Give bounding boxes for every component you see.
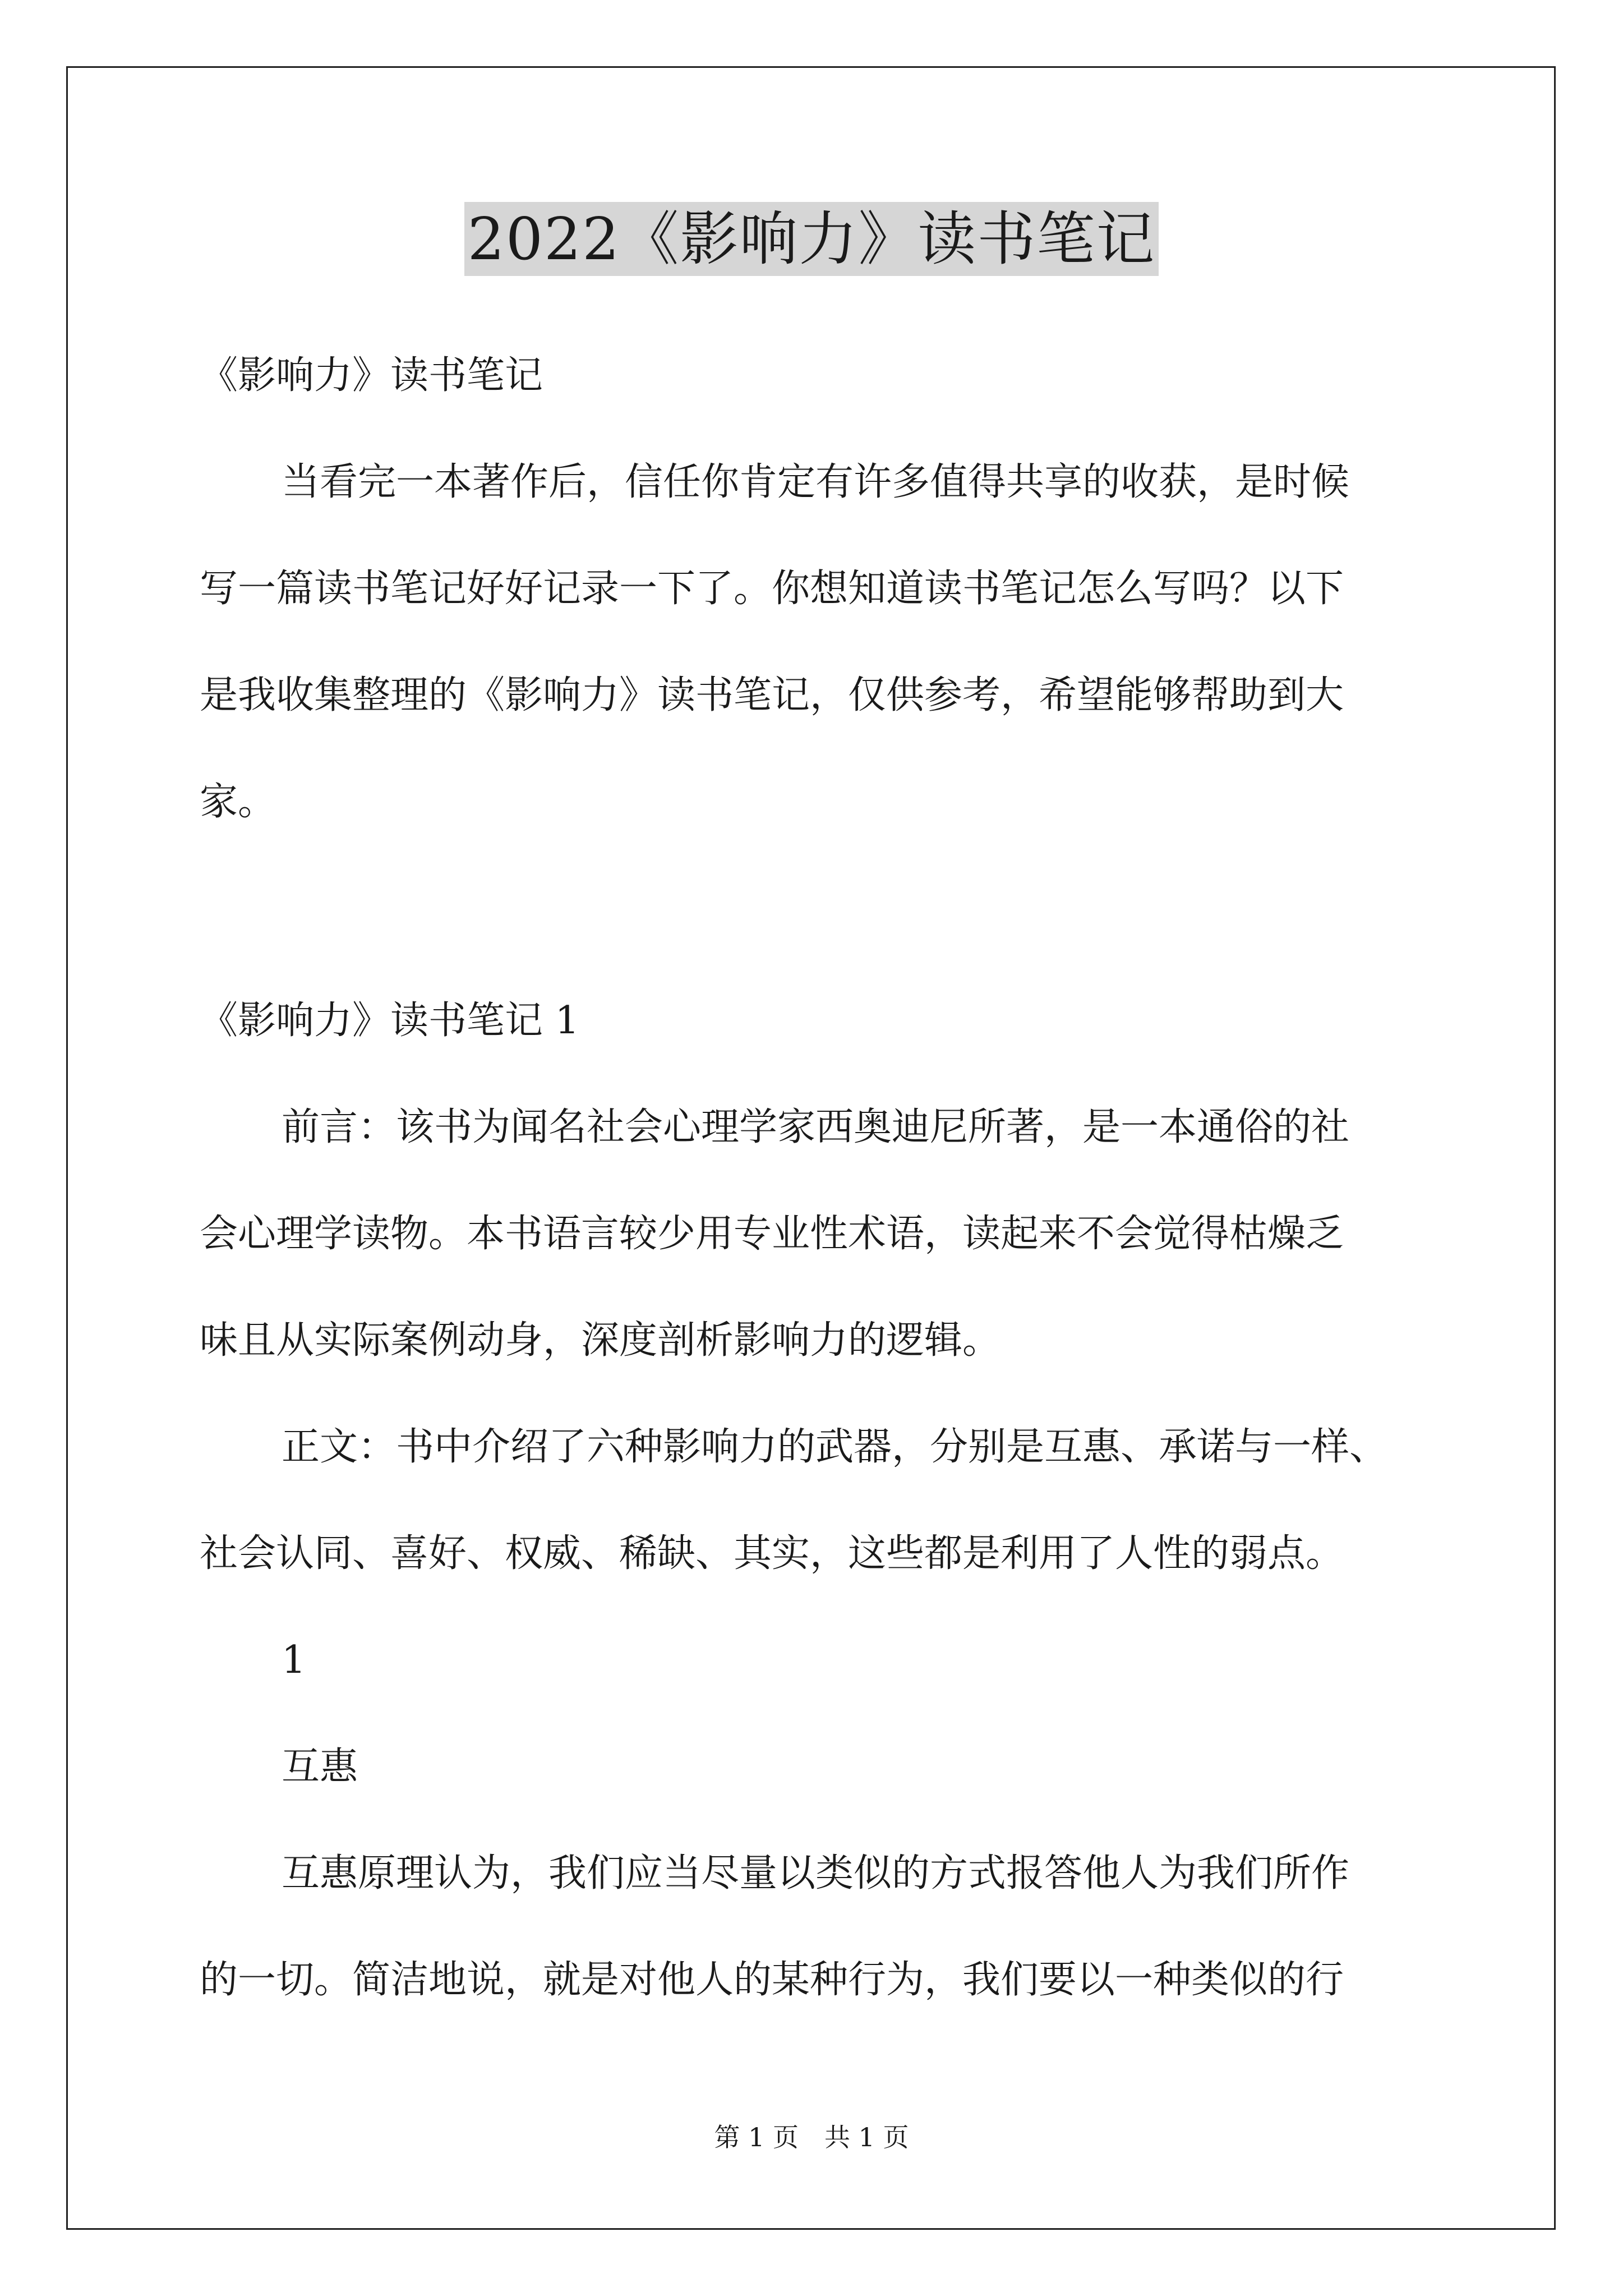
section-spacer bbox=[200, 875, 1456, 987]
subtitle: 《影响力》读书笔记 bbox=[200, 353, 543, 398]
section-heading: 《影响力》读书笔记 1 bbox=[200, 999, 579, 1043]
body-line: 社会认同、喜好、权威、稀缺、其实，这些都是利用了人性的弱点。 bbox=[200, 1531, 1344, 1576]
document-title: 2022《影响力》读书笔记 bbox=[464, 202, 1159, 276]
item-number: 1 bbox=[282, 1638, 306, 1682]
intro-line: 当看完一本著作后，信任你肯定有许多值得共享的收获，是时候 bbox=[282, 460, 1350, 504]
page-footer: 第 1 页 共 1 页 bbox=[714, 2122, 909, 2152]
intro-line: 家。 bbox=[200, 780, 276, 824]
intro-line: 写一篇读书笔记好好记录一下了。你想知道读书笔记怎么写吗？以下 bbox=[200, 567, 1344, 611]
body-line: 正文：书中介绍了六种影响力的武器，分别是互惠、承诺与一样、 bbox=[282, 1425, 1388, 1469]
item-line: 互惠原理认为，我们应当尽量以类似的方式报答他人为我们所作 bbox=[282, 1851, 1350, 1895]
preface-line: 味且从实际案例动身，深度剖析影响力的逻辑。 bbox=[200, 1318, 1001, 1363]
preface-line: 会心理学读物。本书语言较少用专业性术语，读起来不会觉得枯燥乏 bbox=[200, 1212, 1344, 1256]
preface-line: 前言：该书为闻名社会心理学家西奥迪尼所著，是一本通俗的社 bbox=[282, 1105, 1350, 1149]
item-line: 的一切。简洁地说，就是对他人的某种行为，我们要以一种类似的行 bbox=[200, 1958, 1344, 2002]
document-body bbox=[200, 342, 1456, 2053]
item-title: 互惠 bbox=[282, 1745, 358, 1789]
title-block bbox=[0, 202, 1623, 276]
intro-line: 是我收集整理的《影响力》读书笔记，仅供参考，希望能够帮助到大 bbox=[200, 673, 1344, 717]
